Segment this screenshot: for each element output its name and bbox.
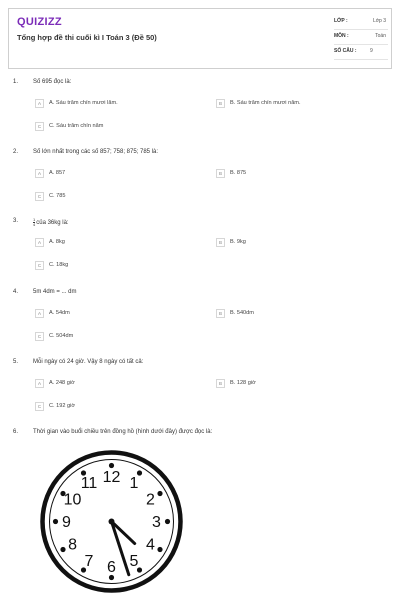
meta-grade (334, 15, 388, 30)
option-letter-box: C (35, 192, 44, 201)
meta-subject-label: MÔN : (334, 33, 349, 39)
question-number: 5. (13, 359, 19, 365)
option-text: C. 785 (49, 193, 66, 199)
option-letter-box: C (35, 261, 44, 270)
option-letter-box: A (35, 169, 44, 178)
meta-subject-value: Toán (375, 33, 386, 39)
option-text: B. Sáu trăm chín mươi năm. (230, 100, 301, 106)
clock-number: 6 (107, 559, 116, 576)
clock-number: 1 (129, 475, 139, 493)
clock-number: 10 (63, 491, 82, 509)
option-letter-box: A (35, 238, 44, 247)
clock-hour-dot (165, 519, 170, 524)
clock-number: 3 (152, 514, 161, 531)
question-number: 1. (13, 79, 19, 85)
question-text: Số 695 đọc là: (33, 79, 72, 85)
clock-number: 11 (80, 475, 98, 493)
option-text: A. 857 (49, 170, 66, 176)
question-text (33, 218, 69, 227)
question-text: 5m 4dm = ... dm (33, 289, 77, 295)
option-letter-box: B (216, 238, 225, 247)
question-text: Thời gian vào buổi chiều trên đồng hồ (hình dưới đây) được đọc là: (33, 429, 213, 435)
clock-hour-dot (60, 547, 65, 552)
meta-question-count (334, 45, 388, 60)
worksheet-header (8, 8, 392, 69)
clock-hour-dot (53, 519, 58, 524)
fraction-numerator: 1 (33, 217, 36, 222)
clock-number: 8 (68, 536, 77, 554)
clock-number: 4 (146, 536, 155, 554)
clock-illustration (39, 449, 184, 594)
meta-grade-value: Lớp 3 (372, 18, 386, 24)
clock-hour-dot (157, 547, 162, 552)
meta-count-value: 9 (370, 48, 373, 54)
fraction-denominator: 4 (33, 222, 36, 227)
option-letter-box: C (35, 402, 44, 411)
clock-number: 7 (84, 552, 94, 570)
clock-number: 9 (62, 514, 71, 531)
worksheet-title: Tổng hợp đề thi cuối kì I Toán 3 (Đề 50) (17, 33, 157, 42)
clock-hour-dot (157, 491, 162, 496)
option-text: A. 8kg (49, 239, 65, 245)
quizizz-logo: QUIZIZZ (17, 16, 62, 28)
option-letter-box: A (35, 379, 44, 388)
option-text: B. 875 (230, 170, 247, 176)
meta-grade-label: LỚP : (334, 18, 348, 24)
option-text: C. 18kg (49, 262, 69, 268)
question-number: 2. (13, 149, 19, 155)
option-text: C. 192 giờ (49, 403, 76, 409)
question-number: 6. (13, 429, 19, 435)
question-text: Số lớn nhất trong các số 857; 758; 875; 785 là: (33, 149, 159, 155)
option-letter-box: A (35, 99, 44, 108)
option-letter-box: A (35, 309, 44, 318)
option-text: A. Sáu trăm chín mươi lăm. (49, 100, 118, 106)
question-number: 3. (13, 218, 19, 224)
meta-count-label: SỐ CÂU : (334, 48, 357, 54)
clock-number: 12 (102, 469, 121, 486)
option-letter-box: B (216, 99, 225, 108)
option-text: A. 248 giờ (49, 380, 75, 386)
fraction (33, 218, 35, 227)
worksheet-meta (334, 15, 388, 60)
option-text: B. 540dm (230, 310, 254, 316)
option-letter-box: B (216, 169, 225, 178)
option-letter-box: C (35, 122, 44, 131)
option-text: C. Sáu trăm chín năm (49, 123, 104, 129)
clock-hour-dot (109, 463, 114, 468)
clock-number: 2 (146, 491, 155, 509)
option-text: A. 54dm (49, 310, 70, 316)
question-number: 4. (13, 289, 19, 295)
option-letter-box: B (216, 379, 225, 388)
option-text: B. 9kg (230, 239, 246, 245)
option-text: B. 128 giờ (230, 380, 256, 386)
option-letter-box: B (216, 309, 225, 318)
meta-subject (334, 30, 388, 45)
option-letter-box: C (35, 332, 44, 341)
option-text: C. 504dm (49, 333, 74, 339)
question-text-rest: của 36kg là: (36, 220, 69, 227)
question-text: Mỗi ngày có 24 giờ. Vậy 8 ngày có tất cả: (33, 359, 144, 365)
clock-center-pin (109, 519, 115, 525)
clock-number: 5 (129, 552, 139, 570)
